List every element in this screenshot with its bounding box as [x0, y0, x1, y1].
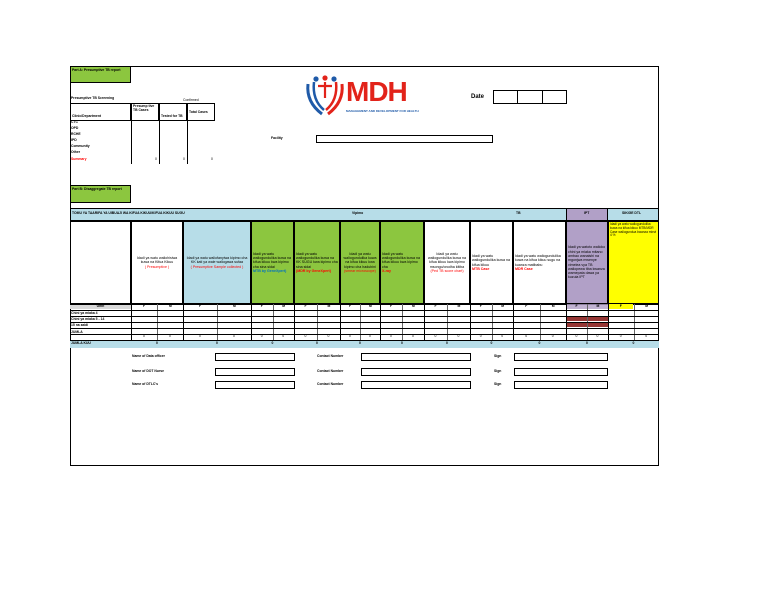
col-text: Idadi ya watu waliogundulika kuwa na kifua kikuu MTB/MDR Case waliogundua kwanza miezi 4 % — [610, 222, 657, 238]
jumla-value: 0 — [327, 334, 330, 338]
col-text: Idadi ya watu waliogundulika kuwa na KK SUGU kwa kipimo cha sina sidai — [296, 251, 338, 269]
jumla-kuu-value — [359, 342, 361, 346]
sex-header-f — [143, 305, 145, 309]
jumla-kuu-row — [70, 340, 659, 348]
logo-tagline: MANAGEMENT AND DEVELOPMENT FOR HEALTH — [346, 109, 419, 113]
grid-input-cell[interactable] — [635, 311, 659, 316]
grid-input-cell[interactable] — [252, 317, 272, 322]
grid-input-cell[interactable] — [635, 323, 659, 328]
grid-input-cell[interactable] — [514, 329, 539, 334]
col-text: Idadi ya watoto walioko chini ya miaka mitano ambao wanaishi na mgonjwa mwenye vimelea vya TB waliopewa tiba kwanza wamepata dawa ya kuzuia IPT — [568, 245, 606, 280]
screening-rows — [70, 121, 215, 164]
sex-header-m: M — [169, 304, 172, 308]
dtlc-contact-field[interactable] — [361, 381, 471, 389]
col-highlight: (MDR by GeneXpert) — [296, 268, 331, 273]
data-officer-contact-field[interactable] — [361, 353, 471, 361]
jumla-value: 0 — [304, 334, 307, 338]
sign-label: Sign — [494, 354, 502, 358]
grid-input-cell[interactable] — [218, 311, 250, 316]
grid-line — [70, 328, 659, 329]
screening-table — [70, 103, 215, 171]
screening-row-label: RCHE — [71, 132, 81, 136]
grid-line — [70, 340, 659, 341]
col-sample — [183, 221, 251, 304]
jumla-value — [169, 335, 171, 339]
sex-header-m: M — [369, 304, 372, 308]
summary-value: 0 — [155, 157, 157, 161]
grid-input-cell[interactable] — [274, 329, 294, 334]
col-mtb-genexpert — [251, 221, 294, 304]
grid-input-cell[interactable] — [274, 317, 294, 322]
jumla-value: 0 — [233, 334, 235, 338]
grid-line — [70, 334, 659, 335]
grid-line — [159, 121, 160, 164]
date-label: Date — [471, 94, 485, 100]
grid-input-cell[interactable] — [588, 317, 607, 322]
part-b-label — [70, 185, 131, 203]
jumla-kuu-value — [272, 342, 274, 346]
grid-input-cell[interactable] — [158, 329, 182, 334]
grid-line — [70, 316, 659, 317]
jumla-label: JUMLA — [71, 330, 83, 334]
mdh-logo — [302, 74, 419, 118]
jumla-value: 0 — [619, 334, 622, 338]
col-text: Idadi ya watu waliohisiwa kuwa na Kifua Kikuu — [136, 256, 178, 265]
blank-header-cell — [70, 221, 131, 304]
grid-input-cell[interactable] — [448, 329, 469, 334]
grid-input-cell[interactable] — [541, 323, 566, 328]
grid-input-cell[interactable] — [403, 317, 423, 322]
summary-value: 0 — [183, 157, 185, 161]
jumla-value — [349, 335, 351, 339]
grid-input-cell[interactable] — [425, 317, 446, 322]
jumla-value: 0 — [349, 334, 351, 338]
date-year-field[interactable] — [542, 90, 567, 104]
jumla-kuu-value — [156, 342, 158, 346]
sex-header-f: F — [434, 304, 437, 308]
grid-input-cell[interactable] — [588, 311, 607, 316]
jumla-value: 0 — [143, 334, 145, 338]
jumla-kuu-value: 0 — [446, 341, 448, 345]
jumla-value: 0 — [645, 334, 648, 338]
col-highlight: MTB Case — [472, 266, 490, 271]
grid-input-cell[interactable] — [361, 329, 379, 334]
grid-input-cell[interactable] — [218, 323, 250, 328]
sex-header-m: M — [412, 304, 415, 308]
grid-input-cell[interactable] — [252, 323, 272, 328]
screening-header-cell: Tested for TB — [159, 103, 187, 121]
grid-input-cell[interactable] — [184, 329, 216, 334]
sex-header-f — [349, 305, 351, 309]
col-xray — [380, 221, 424, 304]
logo-text: MDH — [346, 76, 407, 107]
col-highlight: MDR Case — [515, 266, 533, 271]
jumla-kuu-label: JUMLA KUU — [71, 341, 91, 345]
col-mdr-case — [513, 221, 566, 304]
col-text: Idadi ya watu waliogundulika kuwa na kifua kikuu sugu na kuanza matibabu — [515, 253, 561, 267]
col-highlight: X-ray — [382, 268, 391, 273]
sex-header-f: F — [199, 304, 202, 308]
vipimo-header: Vipimo — [352, 211, 364, 215]
grid-input-cell[interactable] — [361, 317, 379, 322]
contact-label: Contact Number — [317, 354, 344, 358]
sex-header-m: M — [327, 304, 331, 308]
grid-input-cell[interactable] — [158, 311, 182, 316]
grid-input-cell[interactable] — [493, 323, 513, 328]
grid-input-cell[interactable] — [361, 311, 379, 316]
grid-input-cell[interactable] — [471, 317, 491, 322]
col-highlight: (smear microscope) — [344, 268, 376, 273]
dot-nurse-sign-field[interactable] — [514, 368, 608, 376]
grid-input-cell[interactable] — [635, 329, 659, 334]
grid-input-cell[interactable] — [471, 323, 491, 328]
data-officer-sign-field[interactable] — [514, 353, 608, 361]
jumla-value: 0 — [412, 334, 414, 338]
signature-name-label: Name of DOT Nurse — [132, 369, 165, 373]
grid-input-cell[interactable] — [514, 317, 539, 322]
sex-header-f: F — [349, 304, 352, 308]
grid-input-cell[interactable] — [403, 311, 423, 316]
screening-row-label: CTC — [71, 120, 78, 124]
jumla-kuu-value: 0 — [359, 341, 361, 345]
part-a-label — [70, 66, 131, 83]
col-text: Idadi ya watu waliofanyiwa kipimo cha KK kati ya wale waliogawa sufaa — [186, 256, 248, 265]
contact-label: Contact Number — [317, 369, 344, 373]
date-day-field[interactable] — [493, 90, 518, 104]
dot-nurse-contact-field[interactable] — [361, 368, 471, 376]
grid-input-cell[interactable] — [252, 311, 272, 316]
grid-line — [131, 121, 132, 164]
jumla-value: 0 — [457, 334, 460, 338]
sex-header-f: F — [619, 304, 622, 308]
grid-input-cell[interactable] — [295, 317, 316, 322]
dot-nurse-name-field[interactable] — [215, 368, 295, 376]
facility-label: Facility — [271, 136, 283, 140]
col-highlight: (Ped TB score chart) — [430, 268, 464, 273]
grid-input-cell[interactable] — [218, 329, 250, 334]
grid-input-cell[interactable] — [541, 311, 566, 316]
part-a-text: Part A: Presumptive TB report — [72, 68, 121, 72]
screening-title: Presumptive TB Screening — [71, 96, 115, 100]
screening-header-cell: Clinic/Department — [70, 103, 131, 121]
grid-input-cell[interactable] — [274, 311, 294, 316]
col-highlight: MTB by GeneXpert) — [253, 268, 287, 273]
dtlc-sign-field[interactable] — [514, 381, 608, 389]
col-presumptive — [131, 221, 183, 304]
grid-input-cell[interactable] — [184, 323, 216, 328]
screening-summary-label: Summary — [71, 157, 87, 161]
contact-label: Contact Number — [317, 382, 344, 386]
col-text: Idadi ya watu waliogundulika kuwa na kifua kikuu — [472, 253, 510, 267]
grid-input-cell[interactable] — [132, 317, 156, 322]
age-row-label: Chini ya miaka 5 - 14 — [71, 317, 105, 321]
jumla-kuu-value: 0 — [316, 341, 318, 345]
jumla-value: 0 — [369, 334, 371, 338]
sex-header-f: F — [390, 304, 393, 308]
jumla-value — [261, 335, 263, 339]
screening-row-label: IPD — [71, 138, 77, 142]
grid-input-cell[interactable] — [567, 329, 586, 334]
grid-input-cell[interactable] — [609, 317, 633, 322]
people-logo-icon — [302, 74, 348, 118]
sign-label: Sign — [494, 369, 502, 373]
jumla-value: 0 — [434, 334, 437, 338]
grid-input-cell[interactable] — [158, 317, 182, 322]
grid-input-cell[interactable] — [184, 317, 216, 322]
jumla-value — [282, 335, 284, 339]
grid-input-cell[interactable] — [448, 311, 469, 316]
grid-input-cell[interactable] — [471, 311, 491, 316]
col-highlight: ( Presumptive ) — [144, 264, 170, 269]
grid-input-cell[interactable] — [493, 329, 513, 334]
sex-header-m — [169, 305, 172, 309]
grid-input-cell[interactable] — [493, 317, 513, 322]
grid-input-cell[interactable] — [341, 323, 359, 328]
grid-input-cell[interactable] — [609, 323, 633, 328]
sex-header-f: F — [260, 304, 263, 308]
tb-header: TB — [516, 211, 521, 215]
facility-field[interactable] — [316, 135, 493, 143]
grid-input-cell[interactable] — [541, 317, 566, 322]
sugu-header: SIKIGE DTL — [622, 211, 642, 215]
col-text: Idadi ya watu waliogundulika kuwa na kifua kikuu kwa kipimo cha — [382, 251, 420, 269]
col-text: Idadi ya watu waliogundulika kuwa na kifua kikuu kwa kipimo cha sina sidai — [253, 251, 291, 269]
grid-input-cell[interactable] — [381, 323, 401, 328]
grid-input-cell[interactable] — [448, 323, 469, 328]
sex-header-m: M — [645, 304, 649, 308]
grid-input-cell[interactable] — [318, 311, 339, 316]
grid-input-cell[interactable] — [403, 329, 423, 334]
jumla-value — [369, 335, 371, 339]
sex-header-m: M — [233, 304, 236, 308]
age-row-label: 15 na zaidi — [71, 323, 89, 327]
grid-input-cell[interactable] — [588, 323, 607, 328]
jumla-value: 0 — [282, 334, 285, 338]
grid-input-cell[interactable] — [132, 329, 156, 334]
grid-input-cell[interactable] — [567, 317, 586, 322]
grid-input-cell[interactable] — [541, 329, 566, 334]
grid-input-cell[interactable] — [425, 323, 446, 328]
col-text: Idadi ya watu waliogundulika kuwa na kifua kikuu kwa kipimo cha hadubini — [343, 251, 377, 269]
grid-input-cell[interactable] — [318, 323, 339, 328]
grid-input-cell[interactable] — [252, 329, 272, 334]
col-sugu — [608, 221, 659, 304]
grid-input-cell[interactable] — [493, 311, 513, 316]
grid-input-cell[interactable] — [218, 317, 250, 322]
column-headers — [70, 221, 659, 304]
sex-header-m: M — [457, 304, 461, 308]
grid-input-cell[interactable] — [514, 323, 539, 328]
grid-input-cell[interactable] — [403, 323, 423, 328]
grid-line — [70, 322, 659, 323]
grid-line — [187, 121, 188, 164]
col-text: Idadi ya watu waliogundulika kuwa na kifua kikuu kwa kipimo msongo/orodha kitiba — [428, 251, 466, 269]
grid-input-cell[interactable] — [295, 323, 316, 328]
grid-input-cell[interactable] — [567, 323, 586, 328]
sex-header-m: M — [282, 304, 286, 308]
jumla-value: 0 — [260, 334, 263, 338]
jumla-value — [143, 335, 145, 339]
grid-input-cell[interactable] — [184, 311, 216, 316]
jumla-kuu-value: 0 — [156, 341, 158, 345]
grid-input-cell[interactable] — [381, 311, 401, 316]
data-grid — [70, 304, 659, 348]
grid-input-cell[interactable] — [318, 317, 339, 322]
sex-header-m — [369, 305, 372, 309]
grid-input-cell[interactable] — [341, 311, 359, 316]
col-mdr-genexpert — [294, 221, 340, 304]
jumla-kuu-value: 0 — [216, 341, 218, 345]
umri-header: Umri — [70, 305, 131, 309]
grid-input-cell[interactable] — [318, 329, 339, 334]
date-month-field[interactable] — [517, 90, 543, 104]
sex-header-f — [261, 305, 263, 309]
signature-section — [70, 348, 659, 396]
jumla-value: 0 — [390, 334, 392, 338]
screening-header-cell: Presump tive TB Cases — [131, 103, 159, 121]
col-smear — [340, 221, 380, 304]
signature-name-label: Name of DTLC's — [132, 382, 159, 386]
screening-row-label: Community — [71, 144, 90, 148]
grid-input-cell[interactable] — [341, 329, 359, 334]
jumla-kuu-value: 0 — [271, 341, 274, 345]
grid-input-cell[interactable] — [567, 311, 586, 316]
jumla-kuu-value: 0 — [632, 341, 635, 345]
col-mtb-case — [470, 221, 513, 304]
grid-input-cell[interactable] — [471, 329, 491, 334]
grid-input-cell[interactable] — [448, 317, 469, 322]
grid-line — [70, 310, 659, 311]
sex-header-f: F — [143, 304, 146, 308]
jumla-value: 0 — [169, 334, 171, 338]
grid-input-cell[interactable] — [295, 329, 316, 334]
grid-input-cell[interactable] — [274, 323, 294, 328]
grid-input-cell[interactable] — [425, 311, 446, 316]
part-b-text: Part B: Disaggregate TB report — [72, 187, 122, 191]
grid-input-cell[interactable] — [381, 329, 401, 334]
data-officer-name-field[interactable] — [215, 353, 295, 361]
grid-input-cell[interactable] — [514, 311, 539, 316]
grid-input-cell[interactable] — [158, 323, 182, 328]
grid-input-cell[interactable] — [635, 317, 659, 322]
col-highlight: ( Presumptive Sample collected ) — [190, 264, 244, 269]
grid-input-cell[interactable] — [588, 329, 607, 334]
col-ped-score — [424, 221, 470, 304]
grid-input-cell[interactable] — [341, 317, 359, 322]
dtlc-name-field[interactable] — [215, 381, 295, 389]
age-row-label: Chini ya miaka 4 — [71, 311, 98, 315]
screening-header-cell: Total Cases — [187, 103, 215, 121]
grid-input-cell[interactable] — [295, 311, 316, 316]
date-boxes — [493, 90, 567, 104]
grid-input-cell[interactable] — [609, 311, 633, 316]
grid-input-cell[interactable] — [425, 329, 446, 334]
tomu-header: TOMU YA TAARIFA YA UIBUAJI WA KIFUA KIKUU/KIFUA KIKUU SUGU — [72, 211, 185, 215]
sex-header-f: F — [304, 304, 307, 308]
jumla-value: 0 — [199, 334, 201, 338]
screening-extra-header: Confirmed — [183, 98, 199, 102]
ipt-header: IPT — [584, 211, 590, 215]
sex-header-m — [282, 305, 285, 309]
col-ipt — [566, 221, 608, 304]
jumla-kuu-value: 0 — [401, 341, 403, 345]
grid-input-cell[interactable] — [132, 311, 156, 316]
signature-name-label: Name of Data officer — [132, 354, 165, 358]
grid-input-cell[interactable] — [609, 329, 633, 334]
screening-row-label: OPD — [71, 126, 79, 130]
summary-value: 0 — [211, 157, 213, 161]
sign-label: Sign — [494, 382, 502, 386]
grid-input-cell[interactable] — [381, 317, 401, 322]
screening-row-label: Other — [71, 150, 81, 154]
grid-input-cell[interactable] — [132, 323, 156, 328]
grid-input-cell[interactable] — [361, 323, 379, 328]
